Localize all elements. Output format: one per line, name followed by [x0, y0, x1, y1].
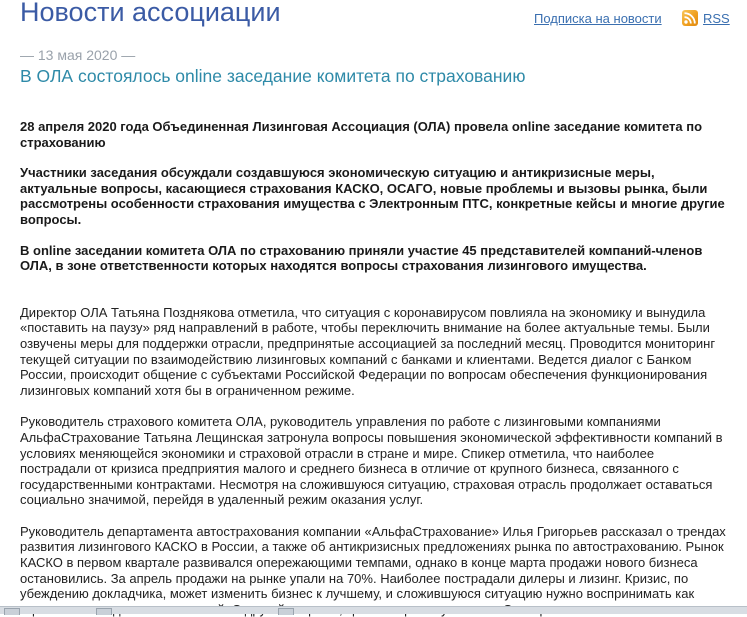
taskbar-button[interactable] [4, 608, 20, 615]
article-paragraph: Участники заседания обсуждали создавшуюся экономическую ситуацию и антикризисные меры, актуальные вопросы, касающиеся страхования КАСКО, ОСАГО, новые проблемы и вызовы рынка, были рассмотрены особенности страхования имущества с Электронным ПТС, конкретные кейсы и многие другие вопросы. [20, 165, 725, 227]
rss-link[interactable]: RSS [703, 10, 730, 26]
taskbar-button[interactable] [278, 608, 294, 615]
article-paragraph: 28 апреля 2020 года Объединенная Лизинговая Ассоциация (ОЛА) провела online заседание комитета по страхованию [20, 119, 703, 150]
subscribe-link[interactable]: Подписка на новости [534, 11, 662, 26]
page-title: Новости ассоциации [20, 0, 281, 27]
article-body [20, 119, 728, 617]
article-paragraph: Руководитель департамента автострахования компании «АльфаСтрахование» Илья Григорьев рассказал о трендах развития лизингового КАСКО в России, а также об антикризисных предложениях рынка по автострахованию. Рынок КАСКО в первом квартале развивался опережающими темпами, однако в конце марта продажи нового бизнеса остановились. За апрель продажи на рынке упали на 70%. Наиболее пострадали дилеры и лизинг. Кризис, по убеждению докладчика, может изменить бизнес к лучшему, и сложившуюся ситуацию нужно воспринимать как [20, 523, 726, 602]
news-date: — 13 мая 2020 — [20, 47, 136, 63]
article-paragraph: В online заседании комитета ОЛА по страхованию приняли участие 45 представителей компаний-членов ОЛА, в зоне ответственности которых находятся вопросы страхования лизингового имущества. [20, 242, 703, 274]
rss-block[interactable] [682, 9, 730, 27]
taskbar-button[interactable] [96, 608, 112, 615]
rss-feed-icon[interactable] [682, 10, 698, 26]
article-paragraph: Руководитель страхового комитета ОЛА, руководитель управления по работе с лизинговыми компаниями АльфаСтрахование Татьяна Лещинская затронула вопросы повышения экономической эффективности компаний в условиях меняющейся экономики и страховой отрасли в стране и мире. Спикер отметила, что наиболее пострадали от кризиса предприятия малого и среднего бизнеса в отличие от крупного бизнеса, связанного с государственными контрактами. Несмотря на сложившуюся ситуацию, страховая отрасль продолжает оставаться социально значимой, перейдя в удаленный режим оказания услуг. [20, 414, 723, 508]
news-title[interactable]: В ОЛА состоялось online заседание комитета по страхованию [20, 66, 526, 86]
article-paragraph: Директор ОЛА Татьяна Позднякова отметила, что ситуация с коронавирусом повлияла на экономику и вынудила «поставить на паузу» ряд направлений в работе, чтобы переключить внимание на более актуальные темы. Были озвучены меры для поддержки отрасли, предпринятые ассоциацией за последний месяц. Проводится мониторинг текущей ситуации по взаимодействию лизинговых компаний с банками и клиентами. Ведется диалог с Банком России, происходит общение с субъектами Российской Федерации по вопросам обеспечения функционирования лизинговых компаний хотя бы в ограниченном режиме. [20, 304, 716, 398]
